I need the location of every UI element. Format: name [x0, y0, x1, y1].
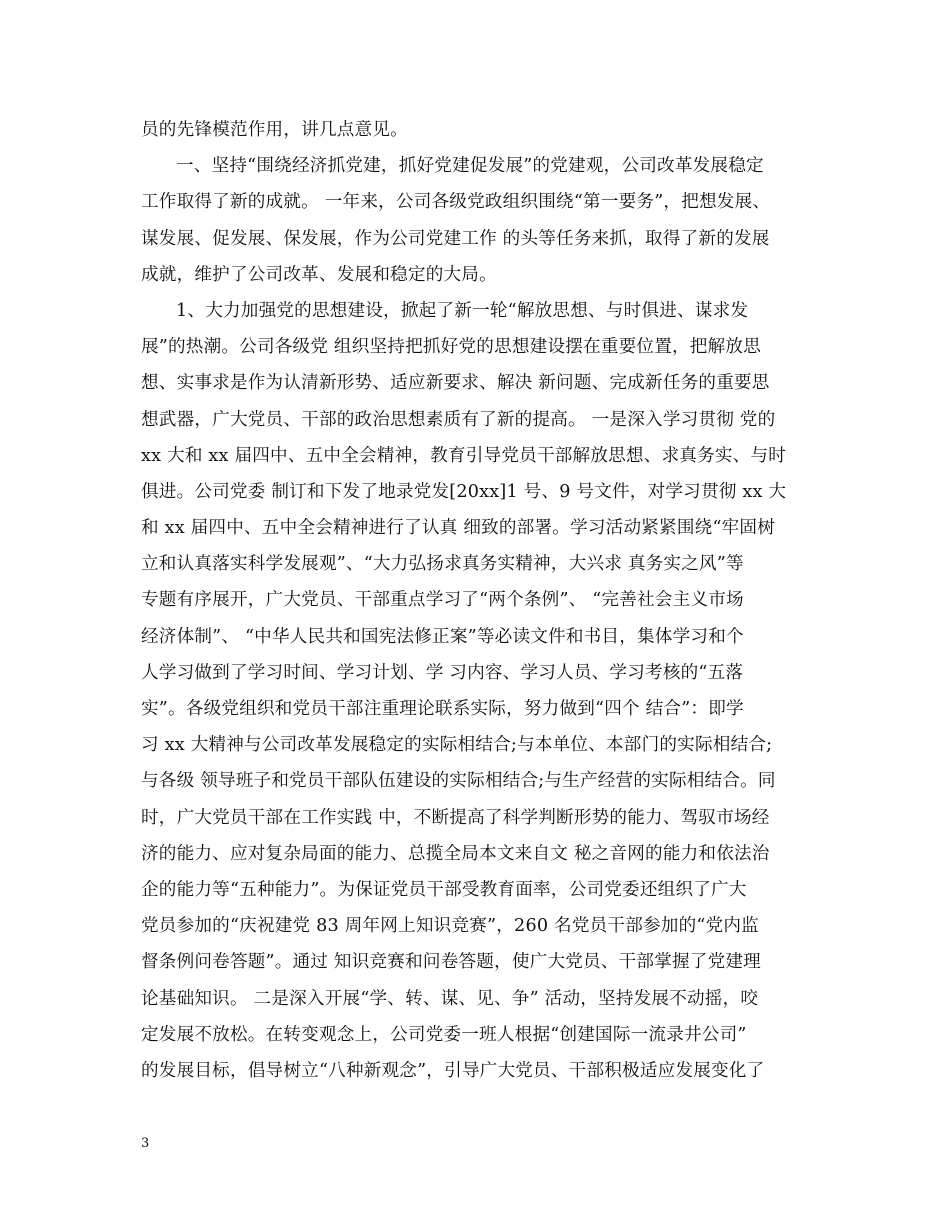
text-line: 党员参加的“庆祝建党 83 周年网上知识竞赛”，260 名党员干部参加的“党内监: [141, 916, 759, 937]
text-line: 督条例问卷答题”。通过 知识竞赛和问卷答题，使广大党员、干部掌握了党建理: [141, 952, 761, 973]
text-line: 实”。各级党组织和党员干部注重理论联系实际，努力做到“四个 结合”：即学: [141, 699, 744, 719]
text-line: 工作取得了新的成就。 一年来，公司各级党政组织围绕“第一要务”，把想发展、: [141, 192, 771, 213]
text-line: 员的先锋模范作用，讲几点意见。: [141, 120, 408, 140]
text-line: 想、实事求是作为认清新形势、适应新要求、解决 新问题、完成新任务的重要思: [141, 373, 770, 394]
text-line: 专题有序展开，广大党员、干部重点学习了“两个条例”、 “完善社会主义市场: [141, 590, 744, 611]
text-line: 展”的热潮。公司各级党 组织坚持把抓好党的思想建设摆在重要位置，把解放思: [141, 337, 761, 358]
document-body: [141, 112, 813, 1089]
text-line-section-heading: 一、坚持“围绕经济抓党建，抓好党建促发展”的党建观，公司改革发展稳定: [176, 156, 764, 177]
text-line: 和 xx 届四中、五中全会精神进行了认真 细致的部署。学习活动紧紧围绕“牢固树: [141, 518, 776, 539]
text-line: 企的能力等“五种能力”。为保证党员干部受教育面率，公司党委还组织了广大: [141, 879, 747, 900]
text-line: 想武器，广大党员、干部的政治思想素质有了新的提高。 一是深入学习贯彻 党的: [141, 409, 776, 430]
text-line: 的发展目标，倡导树立“八种新观念”，引导广大党员、干部积极适应发展变化了: [141, 1060, 765, 1081]
text-line: 经济体制”、 “中华人民共和国宪法修正案”等必读文件和书目，集体学习和个: [141, 626, 744, 647]
text-line: 与各级 领导班子和党员干部队伍建设的实际相结合;与生产经营的实际相结合。同: [141, 771, 776, 792]
page-number: 3: [141, 1136, 150, 1151]
text-line: 济的能力、应对复杂局面的能力、总揽全局本文来自文 秘之音网的能力和依法治: [141, 843, 770, 864]
text-line: xx 大和 xx 届四中、五中全会精神，教育引导党员干部解放思想、求真务实、与时: [141, 445, 787, 466]
text-line: 时，广大党员干部在工作实践 中，不断提高了科学判断形势的能力、驾驭市场经: [141, 807, 770, 828]
text-line-subsection-heading: 1、大力加强党的思想建设，掀起了新一轮“解放思想、与时俱进、谋求发: [176, 300, 749, 321]
text-line: 人学习做到了学习时间、学习计划、学 习内容、学习人员、学习考核的“五落: [141, 662, 744, 683]
text-line: 俱进。公司党委 制订和下发了地录党发[20xx]1 号、9 号文件，对学习贯彻 xx 大: [141, 481, 787, 502]
text-line: 立和认真落实科学发展观”、“大力弘扬求真务实精神，大兴求 真务实之风”等: [141, 554, 744, 575]
text-line: 谋发展、促发展、保发展，作为公司党建工作 的头等任务来抓，取得了新的发展: [141, 228, 770, 249]
text-line: 定发展不放松。在转变观念上，公司党委一班人根据“创建国际一流录井公司”: [141, 1024, 747, 1045]
text-line: 成就，维护了公司改革、发展和稳定的大局。: [141, 264, 497, 285]
text-line: 习 xx 大精神与公司改革发展稳定的实际相结合;与本单位、本部门的实际相结合;: [141, 735, 773, 756]
text-line: 论基础知识。 二是深入开展“学、转、谋、见、争” 活动，坚持发展不动摇，咬: [141, 988, 759, 1009]
